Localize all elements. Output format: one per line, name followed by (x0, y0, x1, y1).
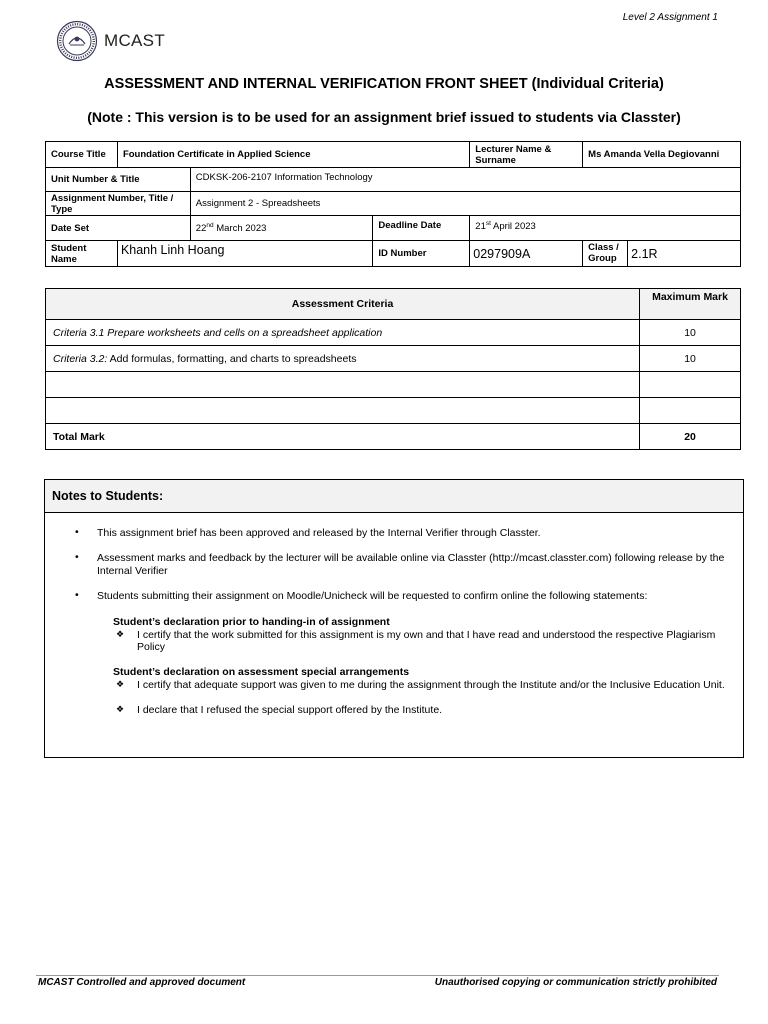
lecturer-value: Ms Amanda Vella Degiovanni (583, 142, 741, 168)
table-row (46, 346, 741, 372)
declaration-2-item-2: I declare that I refused the special support offered by the Institute. (137, 704, 443, 716)
id-number-value: 0297909A (470, 241, 583, 267)
criteria-mark: 10 (640, 320, 741, 346)
unit-label: Unit Number & Title (46, 168, 191, 192)
deadline-rest: April 2023 (490, 221, 536, 233)
info-table (45, 141, 741, 267)
date-set-sup: nd (206, 221, 214, 229)
criteria-header: Assessment Criteria (46, 289, 640, 320)
deadline-label: Deadline Date (373, 216, 470, 241)
total-mark-label: Total Mark (46, 424, 640, 450)
declaration-2-title: Student’s declaration on assessment special arrangements (113, 666, 410, 678)
note-item-3: Students submitting their assignment on Moodle/Unicheck will be requested to confirm online the following statements: (97, 590, 648, 602)
id-number-label: ID Number (373, 241, 470, 267)
footer-right: Unauthorised copying or communication strictly prohibited (434, 977, 717, 988)
class-group-value: 2.1R (628, 241, 741, 267)
criteria-desc: Add formulas, formatting, and charts to spreadsheets (107, 352, 357, 365)
course-title-value: Foundation Certificate in Applied Science (117, 142, 469, 168)
criteria-text (46, 346, 640, 372)
mcast-logo (56, 20, 165, 62)
criteria-table (45, 288, 741, 450)
deadline-sup: st (485, 220, 491, 227)
lecturer-label: Lecturer Name & Surname (470, 142, 583, 168)
class-group-label: Class / Group (583, 241, 628, 267)
diamond-icon: ❖ (116, 704, 125, 714)
bullet-icon: • (75, 589, 79, 601)
student-name-value: Khanh Linh Hoang (117, 241, 372, 267)
table-row (46, 320, 741, 346)
footer-left: MCAST Controlled and approved document (38, 977, 246, 988)
date-set-day: 22 (195, 223, 207, 235)
note-item-2: Assessment marks and feedback by the lecturer will be available online via Classter (http://mcast.classter.com) following release by the Internal Verifier (97, 552, 725, 577)
level-label: Level 2 Assignment 1 (622, 12, 718, 23)
unit-value: CDKSK-206-2107 Information Technology (190, 168, 740, 192)
notes-box (44, 479, 744, 758)
table-row (46, 372, 741, 398)
page-subtitle: (Note : This version is to be used for an assignment brief issued to students via Classter) (87, 109, 681, 125)
total-mark-value: 20 (640, 424, 741, 450)
max-mark-header: Maximum Mark (640, 289, 741, 320)
assignment-value: Assignment 2 - Spreadsheets (190, 192, 740, 216)
mcast-seal-icon (56, 20, 98, 62)
notes-title: Notes to Students: (45, 480, 743, 513)
criteria-prefix: Criteria 3.1 Prepare worksheets and cells on a spreadsheet application (53, 326, 383, 339)
criteria-prefix: Criteria 3.2: (53, 352, 108, 365)
date-set-value (190, 216, 373, 241)
diamond-icon: ❖ (116, 679, 125, 689)
declaration-1-item: I certify that the work submitted for this assignment is my own and that I have read and understood the respective Plagiarism Policy (137, 629, 716, 653)
bullet-icon: • (75, 551, 79, 563)
deadline-value (470, 216, 741, 241)
assignment-label: Assignment Number, Title / Type (46, 192, 191, 216)
student-name-label: Student Name (46, 241, 118, 267)
bullet-icon: • (75, 526, 79, 538)
criteria-mark: 10 (640, 346, 741, 372)
date-set-rest: March 2023 (213, 223, 267, 235)
date-set-label: Date Set (46, 216, 191, 241)
deadline-day: 21 (475, 221, 486, 233)
footer-divider (36, 975, 719, 976)
page-title: ASSESSMENT AND INTERNAL VERIFICATION FRONT SHEET (Individual Criteria) (104, 76, 664, 92)
declaration-2-item-1: I certify that adequate support was given to me during the assignment through the Institute and/or the Inclusive Education Unit. (137, 679, 725, 691)
note-item-1: This assignment brief has been approved and released by the Internal Verifier through Classter. (97, 527, 541, 539)
table-row (46, 398, 741, 424)
course-title-label: Course Title (46, 142, 118, 168)
criteria-text (46, 320, 640, 346)
diamond-icon: ❖ (116, 629, 125, 639)
declaration-1-title: Student’s declaration prior to handing-in of assignment (113, 616, 390, 628)
logo-text: MCAST (104, 31, 165, 50)
